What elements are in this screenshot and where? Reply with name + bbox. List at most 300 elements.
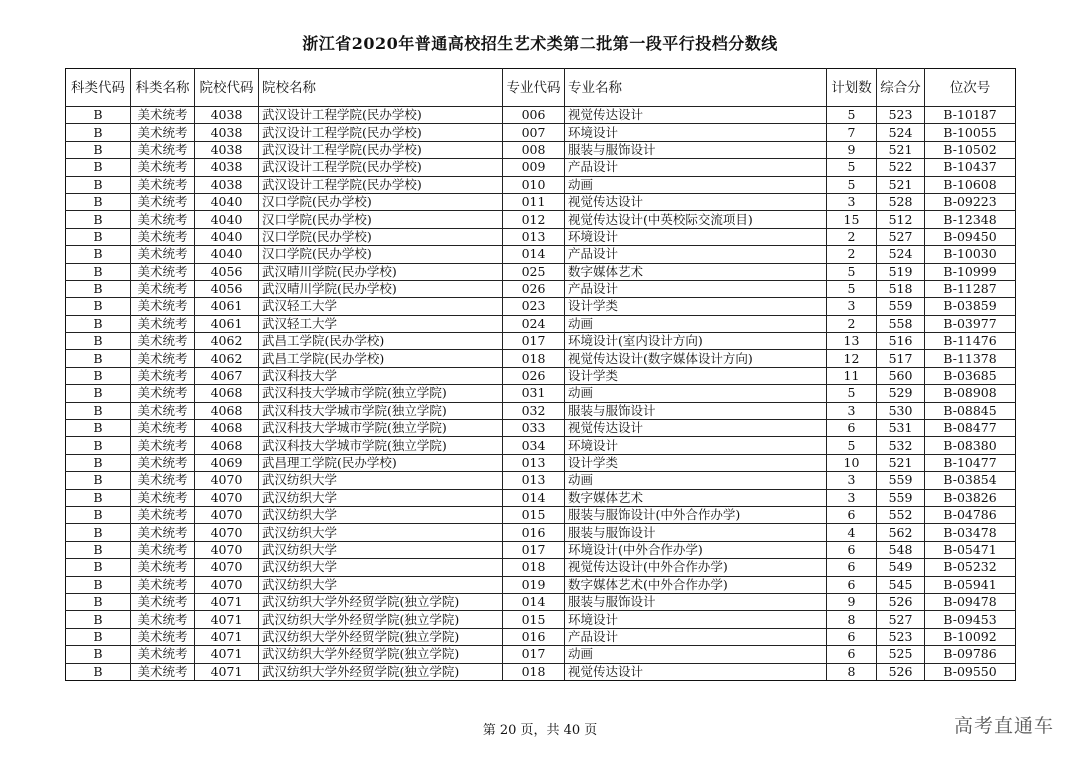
school-code-cell: 4071 [195, 663, 259, 680]
header-major-name: 专业名称 [565, 69, 827, 107]
major-name-cell: 环境设计 [565, 611, 827, 628]
rank-number-cell: B-09453 [925, 611, 1016, 628]
composite-score-cell: 560 [877, 367, 925, 384]
school-code-cell: 4056 [195, 280, 259, 297]
category-name-cell: 美术统考 [131, 489, 195, 506]
plan-count-cell: 2 [827, 246, 877, 263]
category-code-cell: B [66, 628, 131, 645]
category-name-cell: 美术统考 [131, 246, 195, 263]
category-code-cell: B [66, 193, 131, 210]
school-code-cell: 4040 [195, 211, 259, 228]
plan-count-cell: 10 [827, 454, 877, 471]
rank-number-cell: B-03859 [925, 298, 1016, 315]
rank-number-cell: B-09478 [925, 593, 1016, 610]
category-name-cell: 美术统考 [131, 350, 195, 367]
table-row [66, 576, 1016, 593]
category-name-cell: 美术统考 [131, 107, 195, 124]
header-school-name: 院校名称 [259, 69, 503, 107]
category-code-cell: B [66, 593, 131, 610]
table-row [66, 315, 1016, 332]
category-name-cell: 美术统考 [131, 263, 195, 280]
category-code-cell: B [66, 489, 131, 506]
category-name-cell: 美术统考 [131, 333, 195, 350]
composite-score-cell: 521 [877, 176, 925, 193]
rank-number-cell: B-10092 [925, 628, 1016, 645]
category-name-cell: 美术统考 [131, 402, 195, 419]
composite-score-cell: 545 [877, 576, 925, 593]
rank-number-cell: B-03685 [925, 367, 1016, 384]
table-row [66, 646, 1016, 663]
major-name-cell: 动画 [565, 315, 827, 332]
school-name-cell: 武汉纺织大学 [259, 541, 503, 558]
major-code-cell: 014 [503, 489, 565, 506]
school-code-cell: 4038 [195, 141, 259, 158]
table-row [66, 559, 1016, 576]
category-code-cell: B [66, 506, 131, 523]
composite-score-cell: 521 [877, 454, 925, 471]
school-name-cell: 武汉设计工程学院(民办学校) [259, 107, 503, 124]
category-code-cell: B [66, 367, 131, 384]
category-code-cell: B [66, 107, 131, 124]
table-body [66, 107, 1016, 681]
category-name-cell: 美术统考 [131, 367, 195, 384]
school-name-cell: 武汉纺织大学外经贸学院(独立学院) [259, 663, 503, 680]
category-name-cell: 美术统考 [131, 663, 195, 680]
major-code-cell: 017 [503, 333, 565, 350]
school-code-cell: 4071 [195, 611, 259, 628]
school-code-cell: 4070 [195, 541, 259, 558]
plan-count-cell: 15 [827, 211, 877, 228]
category-name-cell: 美术统考 [131, 385, 195, 402]
plan-count-cell: 5 [827, 437, 877, 454]
school-code-cell: 4040 [195, 228, 259, 245]
major-code-cell: 023 [503, 298, 565, 315]
school-name-cell: 武汉晴川学院(民办学校) [259, 280, 503, 297]
plan-count-cell: 3 [827, 193, 877, 210]
category-name-cell: 美术统考 [131, 559, 195, 576]
school-code-cell: 4062 [195, 333, 259, 350]
plan-count-cell: 11 [827, 367, 877, 384]
major-name-cell: 视觉传达设计 [565, 107, 827, 124]
category-name-cell: 美术统考 [131, 628, 195, 645]
category-code-cell: B [66, 524, 131, 541]
rank-number-cell: B-10608 [925, 176, 1016, 193]
table-row [66, 402, 1016, 419]
table-row [66, 176, 1016, 193]
rank-number-cell: B-10187 [925, 107, 1016, 124]
major-name-cell: 数字媒体艺术 [565, 263, 827, 280]
composite-score-cell: 524 [877, 124, 925, 141]
header-school-code: 院校代码 [195, 69, 259, 107]
school-name-cell: 武汉科技大学城市学院(独立学院) [259, 402, 503, 419]
table-row [66, 437, 1016, 454]
composite-score-cell: 559 [877, 298, 925, 315]
rank-number-cell: B-08380 [925, 437, 1016, 454]
rank-number-cell: B-12348 [925, 211, 1016, 228]
composite-score-cell: 528 [877, 193, 925, 210]
category-code-cell: B [66, 472, 131, 489]
plan-count-cell: 3 [827, 472, 877, 489]
category-code-cell: B [66, 385, 131, 402]
rank-number-cell: B-11378 [925, 350, 1016, 367]
plan-count-cell: 6 [827, 420, 877, 437]
school-code-cell: 4062 [195, 350, 259, 367]
major-code-cell: 018 [503, 559, 565, 576]
category-name-cell: 美术统考 [131, 420, 195, 437]
plan-count-cell: 3 [827, 402, 877, 419]
composite-score-cell: 516 [877, 333, 925, 350]
composite-score-cell: 559 [877, 489, 925, 506]
rank-number-cell: B-10502 [925, 141, 1016, 158]
rank-number-cell: B-10030 [925, 246, 1016, 263]
major-code-cell: 031 [503, 385, 565, 402]
school-code-cell: 4056 [195, 263, 259, 280]
major-name-cell: 服装与服饰设计(中外合作办学) [565, 506, 827, 523]
category-name-cell: 美术统考 [131, 159, 195, 176]
table-row [66, 298, 1016, 315]
rank-number-cell: B-09550 [925, 663, 1016, 680]
major-name-cell: 数字媒体艺术(中外合作办学) [565, 576, 827, 593]
plan-count-cell: 5 [827, 176, 877, 193]
major-code-cell: 015 [503, 611, 565, 628]
rank-number-cell: B-11476 [925, 333, 1016, 350]
major-code-cell: 034 [503, 437, 565, 454]
plan-count-cell: 5 [827, 385, 877, 402]
major-code-cell: 007 [503, 124, 565, 141]
rank-number-cell: B-03826 [925, 489, 1016, 506]
school-name-cell: 武汉纺织大学 [259, 524, 503, 541]
rank-number-cell: B-08845 [925, 402, 1016, 419]
school-name-cell: 武汉科技大学城市学院(独立学院) [259, 437, 503, 454]
school-name-cell: 武汉纺织大学 [259, 489, 503, 506]
school-code-cell: 4061 [195, 315, 259, 332]
header-category-name: 科类名称 [131, 69, 195, 107]
major-name-cell: 产品设计 [565, 159, 827, 176]
category-name-cell: 美术统考 [131, 593, 195, 610]
composite-score-cell: 522 [877, 159, 925, 176]
major-code-cell: 015 [503, 506, 565, 523]
school-code-cell: 4071 [195, 593, 259, 610]
table-row [66, 141, 1016, 158]
category-name-cell: 美术统考 [131, 298, 195, 315]
school-name-cell: 武汉纺织大学外经贸学院(独立学院) [259, 628, 503, 645]
major-code-cell: 025 [503, 263, 565, 280]
major-name-cell: 动画 [565, 176, 827, 193]
school-code-cell: 4068 [195, 385, 259, 402]
category-name-cell: 美术统考 [131, 315, 195, 332]
plan-count-cell: 6 [827, 646, 877, 663]
school-code-cell: 4071 [195, 646, 259, 663]
category-code-cell: B [66, 576, 131, 593]
major-name-cell: 服装与服饰设计 [565, 524, 827, 541]
school-name-cell: 武汉纺织大学 [259, 559, 503, 576]
plan-count-cell: 13 [827, 333, 877, 350]
school-name-cell: 武昌工学院(民办学校) [259, 333, 503, 350]
school-name-cell: 武汉科技大学城市学院(独立学院) [259, 420, 503, 437]
major-name-cell: 视觉传达设计(中外合作办学) [565, 559, 827, 576]
school-name-cell: 武汉纺织大学外经贸学院(独立学院) [259, 611, 503, 628]
table-row [66, 350, 1016, 367]
school-name-cell: 汉口学院(民办学校) [259, 193, 503, 210]
school-code-cell: 4038 [195, 176, 259, 193]
table-row [66, 489, 1016, 506]
plan-count-cell: 7 [827, 124, 877, 141]
major-name-cell: 视觉传达设计(中英校际交流项目) [565, 211, 827, 228]
rank-number-cell: B-09786 [925, 646, 1016, 663]
plan-count-cell: 3 [827, 489, 877, 506]
composite-score-cell: 517 [877, 350, 925, 367]
rank-number-cell: B-03478 [925, 524, 1016, 541]
header-composite-score: 综合分 [877, 69, 925, 107]
rank-number-cell: B-10055 [925, 124, 1016, 141]
major-code-cell: 032 [503, 402, 565, 419]
composite-score-cell: 548 [877, 541, 925, 558]
major-code-cell: 019 [503, 576, 565, 593]
major-code-cell: 013 [503, 454, 565, 471]
school-code-cell: 4071 [195, 628, 259, 645]
school-code-cell: 4038 [195, 159, 259, 176]
major-name-cell: 服装与服饰设计 [565, 141, 827, 158]
school-name-cell: 武汉设计工程学院(民办学校) [259, 159, 503, 176]
table-row [66, 628, 1016, 645]
major-name-cell: 动画 [565, 646, 827, 663]
school-name-cell: 武汉纺织大学 [259, 472, 503, 489]
major-code-cell: 018 [503, 663, 565, 680]
major-code-cell: 017 [503, 541, 565, 558]
category-name-cell: 美术统考 [131, 124, 195, 141]
school-code-cell: 4068 [195, 437, 259, 454]
rank-number-cell: B-10999 [925, 263, 1016, 280]
rank-number-cell: B-08477 [925, 420, 1016, 437]
category-name-cell: 美术统考 [131, 524, 195, 541]
table-row [66, 367, 1016, 384]
rank-number-cell: B-11287 [925, 280, 1016, 297]
table-row [66, 333, 1016, 350]
watermark: 高考直通车 [953, 715, 1054, 737]
school-name-cell: 武汉轻工大学 [259, 315, 503, 332]
composite-score-cell: 531 [877, 420, 925, 437]
composite-score-cell: 523 [877, 628, 925, 645]
school-name-cell: 武汉设计工程学院(民办学校) [259, 141, 503, 158]
major-code-cell: 014 [503, 246, 565, 263]
table-row [66, 420, 1016, 437]
composite-score-cell: 527 [877, 611, 925, 628]
table-row [66, 663, 1016, 680]
table-row [66, 246, 1016, 263]
category-code-cell: B [66, 124, 131, 141]
major-name-cell: 产品设计 [565, 628, 827, 645]
rank-number-cell: B-09450 [925, 228, 1016, 245]
school-code-cell: 4038 [195, 107, 259, 124]
school-code-cell: 4068 [195, 420, 259, 437]
rank-number-cell: B-05471 [925, 541, 1016, 558]
major-name-cell: 环境设计(中外合作办学) [565, 541, 827, 558]
composite-score-cell: 519 [877, 263, 925, 280]
major-code-cell: 008 [503, 141, 565, 158]
table-row [66, 611, 1016, 628]
category-name-cell: 美术统考 [131, 280, 195, 297]
composite-score-cell: 558 [877, 315, 925, 332]
major-code-cell: 016 [503, 628, 565, 645]
category-name-cell: 美术统考 [131, 611, 195, 628]
composite-score-cell: 527 [877, 228, 925, 245]
rank-number-cell: B-09223 [925, 193, 1016, 210]
school-name-cell: 武汉轻工大学 [259, 298, 503, 315]
plan-count-cell: 6 [827, 506, 877, 523]
category-code-cell: B [66, 315, 131, 332]
table-row [66, 280, 1016, 297]
table-row [66, 193, 1016, 210]
school-name-cell: 武昌工学院(民办学校) [259, 350, 503, 367]
category-code-cell: B [66, 333, 131, 350]
major-code-cell: 033 [503, 420, 565, 437]
composite-score-cell: 526 [877, 593, 925, 610]
school-code-cell: 4070 [195, 506, 259, 523]
category-code-cell: B [66, 263, 131, 280]
table-row [66, 506, 1016, 523]
category-code-cell: B [66, 559, 131, 576]
category-code-cell: B [66, 402, 131, 419]
major-name-cell: 环境设计 [565, 228, 827, 245]
table-row [66, 385, 1016, 402]
page-number-footer: 第 20 页，共 40 页 [482, 723, 598, 738]
table-row [66, 524, 1016, 541]
major-name-cell: 视觉传达设计 [565, 663, 827, 680]
plan-count-cell: 12 [827, 350, 877, 367]
rank-number-cell: B-10437 [925, 159, 1016, 176]
table-row [66, 124, 1016, 141]
school-code-cell: 4040 [195, 246, 259, 263]
plan-count-cell: 6 [827, 576, 877, 593]
composite-score-cell: 559 [877, 472, 925, 489]
school-code-cell: 4069 [195, 454, 259, 471]
composite-score-cell: 532 [877, 437, 925, 454]
major-name-cell: 服装与服饰设计 [565, 593, 827, 610]
plan-count-cell: 5 [827, 263, 877, 280]
major-name-cell: 设计学类 [565, 454, 827, 471]
plan-count-cell: 5 [827, 159, 877, 176]
major-code-cell: 016 [503, 524, 565, 541]
school-name-cell: 武昌理工学院(民办学校) [259, 454, 503, 471]
category-name-cell: 美术统考 [131, 176, 195, 193]
major-code-cell: 013 [503, 472, 565, 489]
table-row [66, 211, 1016, 228]
school-code-cell: 4040 [195, 193, 259, 210]
major-code-cell: 012 [503, 211, 565, 228]
plan-count-cell: 5 [827, 280, 877, 297]
category-code-cell: B [66, 454, 131, 471]
plan-count-cell: 8 [827, 663, 877, 680]
composite-score-cell: 525 [877, 646, 925, 663]
composite-score-cell: 562 [877, 524, 925, 541]
category-name-cell: 美术统考 [131, 646, 195, 663]
category-name-cell: 美术统考 [131, 228, 195, 245]
major-code-cell: 026 [503, 280, 565, 297]
school-name-cell: 汉口学院(民办学校) [259, 211, 503, 228]
major-name-cell: 动画 [565, 385, 827, 402]
category-code-cell: B [66, 663, 131, 680]
plan-count-cell: 6 [827, 628, 877, 645]
plan-count-cell: 2 [827, 315, 877, 332]
category-code-cell: B [66, 159, 131, 176]
plan-count-cell: 2 [827, 228, 877, 245]
composite-score-cell: 512 [877, 211, 925, 228]
composite-score-cell: 518 [877, 280, 925, 297]
plan-count-cell: 9 [827, 141, 877, 158]
major-code-cell: 010 [503, 176, 565, 193]
category-code-cell: B [66, 350, 131, 367]
school-name-cell: 武汉纺织大学 [259, 506, 503, 523]
plan-count-cell: 4 [827, 524, 877, 541]
major-code-cell: 018 [503, 350, 565, 367]
table-row [66, 263, 1016, 280]
composite-score-cell: 526 [877, 663, 925, 680]
major-name-cell: 产品设计 [565, 246, 827, 263]
category-code-cell: B [66, 176, 131, 193]
school-code-cell: 4070 [195, 559, 259, 576]
category-code-cell: B [66, 437, 131, 454]
major-name-cell: 环境设计 [565, 437, 827, 454]
rank-number-cell: B-08908 [925, 385, 1016, 402]
major-code-cell: 009 [503, 159, 565, 176]
category-code-cell: B [66, 611, 131, 628]
school-name-cell: 武汉设计工程学院(民办学校) [259, 124, 503, 141]
major-name-cell: 环境设计(室内设计方向) [565, 333, 827, 350]
plan-count-cell: 8 [827, 611, 877, 628]
school-code-cell: 4038 [195, 124, 259, 141]
table-row [66, 107, 1016, 124]
rank-number-cell: B-03854 [925, 472, 1016, 489]
admission-score-table [65, 68, 1016, 681]
composite-score-cell: 552 [877, 506, 925, 523]
category-name-cell: 美术统考 [131, 576, 195, 593]
school-name-cell: 武汉纺织大学 [259, 576, 503, 593]
table-row [66, 541, 1016, 558]
category-code-cell: B [66, 141, 131, 158]
category-name-cell: 美术统考 [131, 211, 195, 228]
header-major-code: 专业代码 [503, 69, 565, 107]
page-title: 浙江省2020年普通高校招生艺术类第二批第一段平行投档分数线 [302, 34, 778, 53]
major-name-cell: 视觉传达设计 [565, 420, 827, 437]
header-rank-number: 位次号 [925, 69, 1016, 107]
major-code-cell: 017 [503, 646, 565, 663]
major-code-cell: 006 [503, 107, 565, 124]
school-name-cell: 汉口学院(民办学校) [259, 246, 503, 263]
major-name-cell: 产品设计 [565, 280, 827, 297]
category-code-cell: B [66, 211, 131, 228]
header-plan-count: 计划数 [827, 69, 877, 107]
header-category-code: 科类代码 [66, 69, 131, 107]
major-name-cell: 动画 [565, 472, 827, 489]
rank-number-cell: B-04786 [925, 506, 1016, 523]
school-code-cell: 4068 [195, 402, 259, 419]
major-name-cell: 视觉传达设计 [565, 193, 827, 210]
school-code-cell: 4070 [195, 576, 259, 593]
school-code-cell: 4070 [195, 489, 259, 506]
rank-number-cell: B-03977 [925, 315, 1016, 332]
school-name-cell: 武汉纺织大学外经贸学院(独立学院) [259, 646, 503, 663]
major-code-cell: 011 [503, 193, 565, 210]
rank-number-cell: B-05232 [925, 559, 1016, 576]
plan-count-cell: 5 [827, 107, 877, 124]
category-code-cell: B [66, 420, 131, 437]
major-code-cell: 024 [503, 315, 565, 332]
composite-score-cell: 530 [877, 402, 925, 419]
category-name-cell: 美术统考 [131, 506, 195, 523]
composite-score-cell: 523 [877, 107, 925, 124]
major-name-cell: 设计学类 [565, 298, 827, 315]
table-row [66, 228, 1016, 245]
